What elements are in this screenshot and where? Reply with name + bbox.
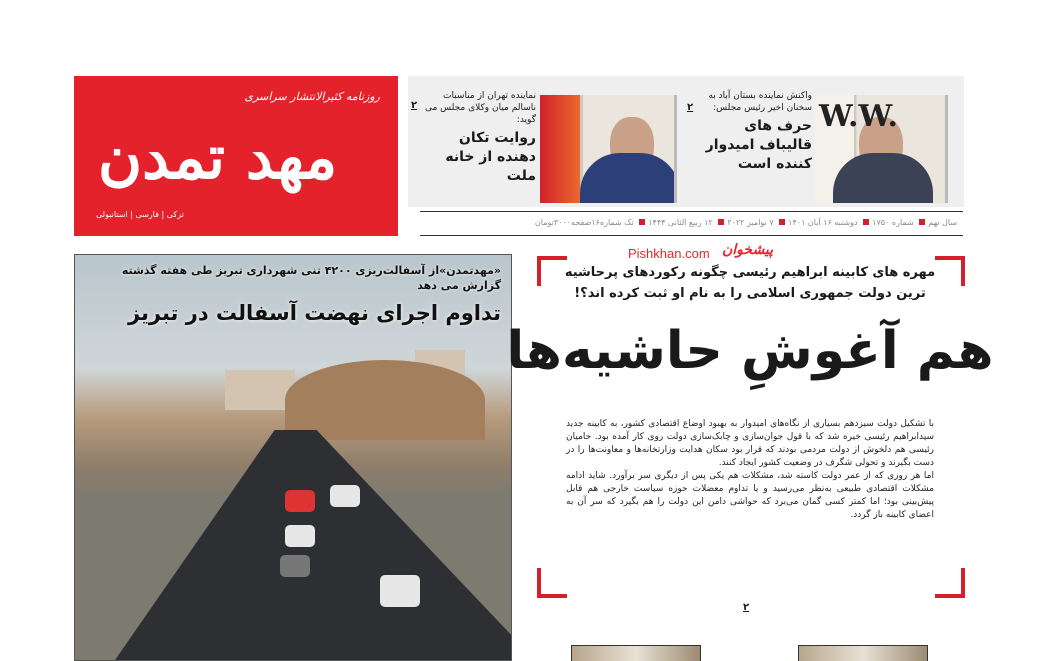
- year: سال نهم: [928, 218, 957, 227]
- watermark-site: Pishkhan.com: [628, 246, 710, 261]
- issue-number: شماره ۱۷۵۰: [872, 218, 914, 227]
- top-story-1[interactable]: [699, 90, 812, 174]
- photo-story-captions: [81, 263, 501, 327]
- story-photo: [815, 95, 948, 203]
- date-persian: دوشنبه ۱۶ آبان ۱۴۰۱: [788, 218, 858, 227]
- truck: [285, 490, 315, 512]
- person-suit: [833, 153, 933, 203]
- bottom-thumbnail[interactable]: [571, 645, 701, 661]
- photo-story[interactable]: [74, 254, 512, 661]
- top-story-2[interactable]: [423, 90, 536, 186]
- issue-info-line: [420, 211, 963, 236]
- lead-paragraph: اما هر روزی که از عمر دولت کاسته شد، مشکلات هم یکی پس از دیگری سر برآورد. شاید ادامه مشکلات اقتصادی طبیعی به‌نظر می‌رسید و یا تداوم معضلات حوزه سیاست خارجی هم قابل پیش‌بینی بود؛ اما کمتر کسی گمان می‌برد که حواشی دامن این دولت را هم بگیرد که سر آن به اعضای کابینه باز گردد.: [566, 471, 934, 520]
- story-photo: [540, 95, 677, 203]
- price: تک شماره۱۶صفحه۳۰۰۰تومان: [534, 218, 634, 227]
- date-gregorian: ۷ نوامبر ۲۰۲۲: [727, 218, 774, 227]
- top-stories-strip: [408, 76, 964, 207]
- person-suit: [580, 153, 677, 203]
- car: [280, 555, 310, 577]
- car: [380, 575, 420, 607]
- backdrop-letters: W.W.: [819, 99, 898, 134]
- lead-paragraph: با تشکیل دولت سیزدهم بسیاری از نگاه‌های امیدوار به بهبود اوضاع اقتصادی کشور، به کابینه جدید سید‌ابراهیم رئیسی خیره شد که با قول جوان‌سازی و چابک‌سازی دولت روی کار آمده بود. حامیان رئیسی هم دلخوش از دولت مردمی بودند که قرار بود سکان هدایت وزارتخانه‌ها و معاونت‌ها را در دست بگیرند و تحولی شگرف در وضعیت کشور ایجاد کنند.: [566, 419, 934, 468]
- story-headline: روایت تکان دهنده از خانه ملت: [445, 130, 536, 184]
- masthead-name: مهد تمدن: [98, 123, 338, 193]
- story-kicker: واکنش نماینده بستان آباد به سخنان اخیر رئیس مجلس:: [708, 91, 812, 113]
- watermark-script: پیشخوان: [722, 242, 774, 258]
- story-headline: حرف های قالیباف امیدوار کننده است: [705, 118, 812, 172]
- page-ref: ۲: [411, 100, 418, 111]
- page-ref: ۲: [687, 102, 694, 113]
- flag: [540, 95, 580, 203]
- masthead-logo: [74, 76, 398, 236]
- car: [285, 525, 315, 547]
- date-hijri: ۱۲ ربیع الثانی ۱۴۴۴: [648, 218, 713, 227]
- lead-subhead: مهره های کابینه ابراهیم رئیسی چگونه رکوردهای پرحاشیه ترین دولت جمهوری اسلامی را به نام او ثبت کرده اند؟!: [564, 265, 936, 301]
- corner-bracket: [935, 568, 965, 598]
- page-ref: ۲: [743, 602, 750, 613]
- masthead-languages: ترکی | فارسی | استانبولی: [96, 210, 184, 219]
- lead-headline[interactable]: هم آغوشِ حاشیه‌ها: [506, 321, 994, 381]
- lead-body: [566, 418, 934, 522]
- story-kicker: نماینده تهران از مناسبات ناسالم میان وکلای مجلس می گوید:: [424, 91, 536, 125]
- lead-story: [506, 262, 994, 522]
- bottom-thumbnail[interactable]: [798, 645, 928, 661]
- photo-story-headline: تداوم اجرای نهضت آسفالت در تبریز: [127, 301, 501, 325]
- corner-bracket: [537, 568, 567, 598]
- hill: [285, 360, 485, 440]
- car: [330, 485, 360, 507]
- masthead-tagline: روزنامه کثیرالانتشار سراسری: [244, 90, 380, 103]
- photo-story-kicker: «مهدتمدن»از آسفالت‌ریزی ۴۲۰۰ تنی شهرداری تبریز طی هفته گذشته گزارش می دهد: [121, 264, 501, 292]
